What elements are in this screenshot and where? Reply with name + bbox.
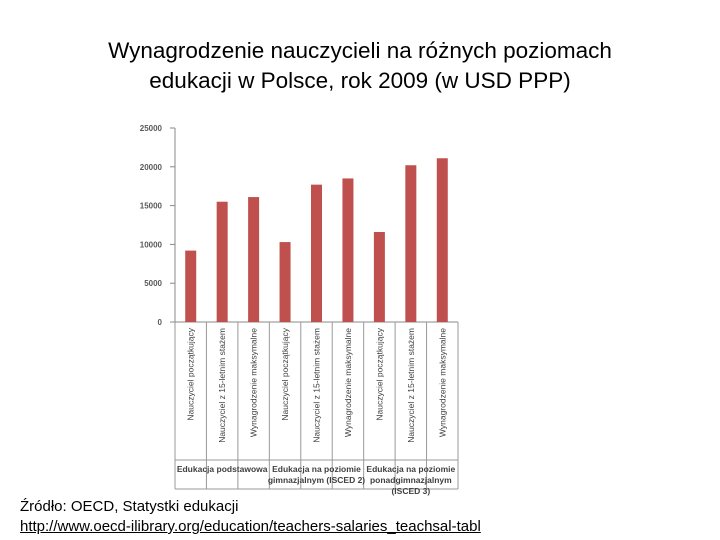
y-tick-label: 0 <box>157 318 162 327</box>
group-label: ponadgimnazjalnym <box>369 475 452 485</box>
bar <box>185 251 196 322</box>
source-link[interactable]: http://www.oecd-ilibrary.org/education/teachers-salaries_teachsal-tabl <box>20 518 481 535</box>
x-axis-labels <box>186 327 448 443</box>
bar <box>280 242 291 322</box>
y-tick-label: 5000 <box>144 279 162 289</box>
x-tick-label: Nauczyciel z 15-letnim stażem <box>311 328 322 443</box>
bar <box>374 232 385 322</box>
source-note <box>20 497 481 537</box>
bar <box>405 165 416 322</box>
x-tick-label: Wynagrodzenie maksymalne <box>342 328 353 438</box>
source-text: Źródło: OECD, Statystki edukacji <box>20 498 239 515</box>
bar <box>437 158 448 322</box>
x-tick-label: Nauczyciel początkujący <box>280 328 291 421</box>
title-line-2: edukacji w Polsce, rok 2009 (w USD PPP) <box>149 68 571 93</box>
bar <box>217 202 228 322</box>
y-tick-label: 15000 <box>139 201 162 211</box>
x-tick-label: Nauczyciel początkujący <box>185 328 196 421</box>
slide-title <box>40 36 680 96</box>
salary-bar-chart <box>110 112 570 502</box>
bar <box>342 178 353 322</box>
x-tick-label: Wynagrodzenie maksymalne <box>248 328 259 438</box>
x-tick-label: Nauczyciel początkujący <box>374 328 385 421</box>
x-tick-label: Nauczyciel z 15-letnim stażem <box>217 328 228 443</box>
title-line-1: Wynagrodzenie nauczycieli na różnych poziomach <box>108 38 612 63</box>
group-labels <box>177 464 456 496</box>
y-axis-labels <box>140 124 163 327</box>
group-label: gimnazjalnym (ISCED 2) <box>267 475 366 485</box>
group-label: Edukacja podstawowa <box>176 464 268 474</box>
bar <box>248 197 259 322</box>
group-label: Edukacja na poziomie <box>366 464 456 474</box>
y-tick-label: 25000 <box>139 124 162 133</box>
group-label: Edukacja na poziomie <box>272 464 361 474</box>
x-tick-label: Nauczyciel z 15-letnim stażem <box>405 328 416 443</box>
bar-series <box>185 158 448 322</box>
bar <box>311 185 322 322</box>
x-tick-label: Wynagrodzenie maksymalne <box>437 328 448 438</box>
y-tick-label: 10000 <box>139 240 162 250</box>
group-label: (ISCED 3) <box>391 486 431 496</box>
y-tick-label: 20000 <box>139 162 162 172</box>
